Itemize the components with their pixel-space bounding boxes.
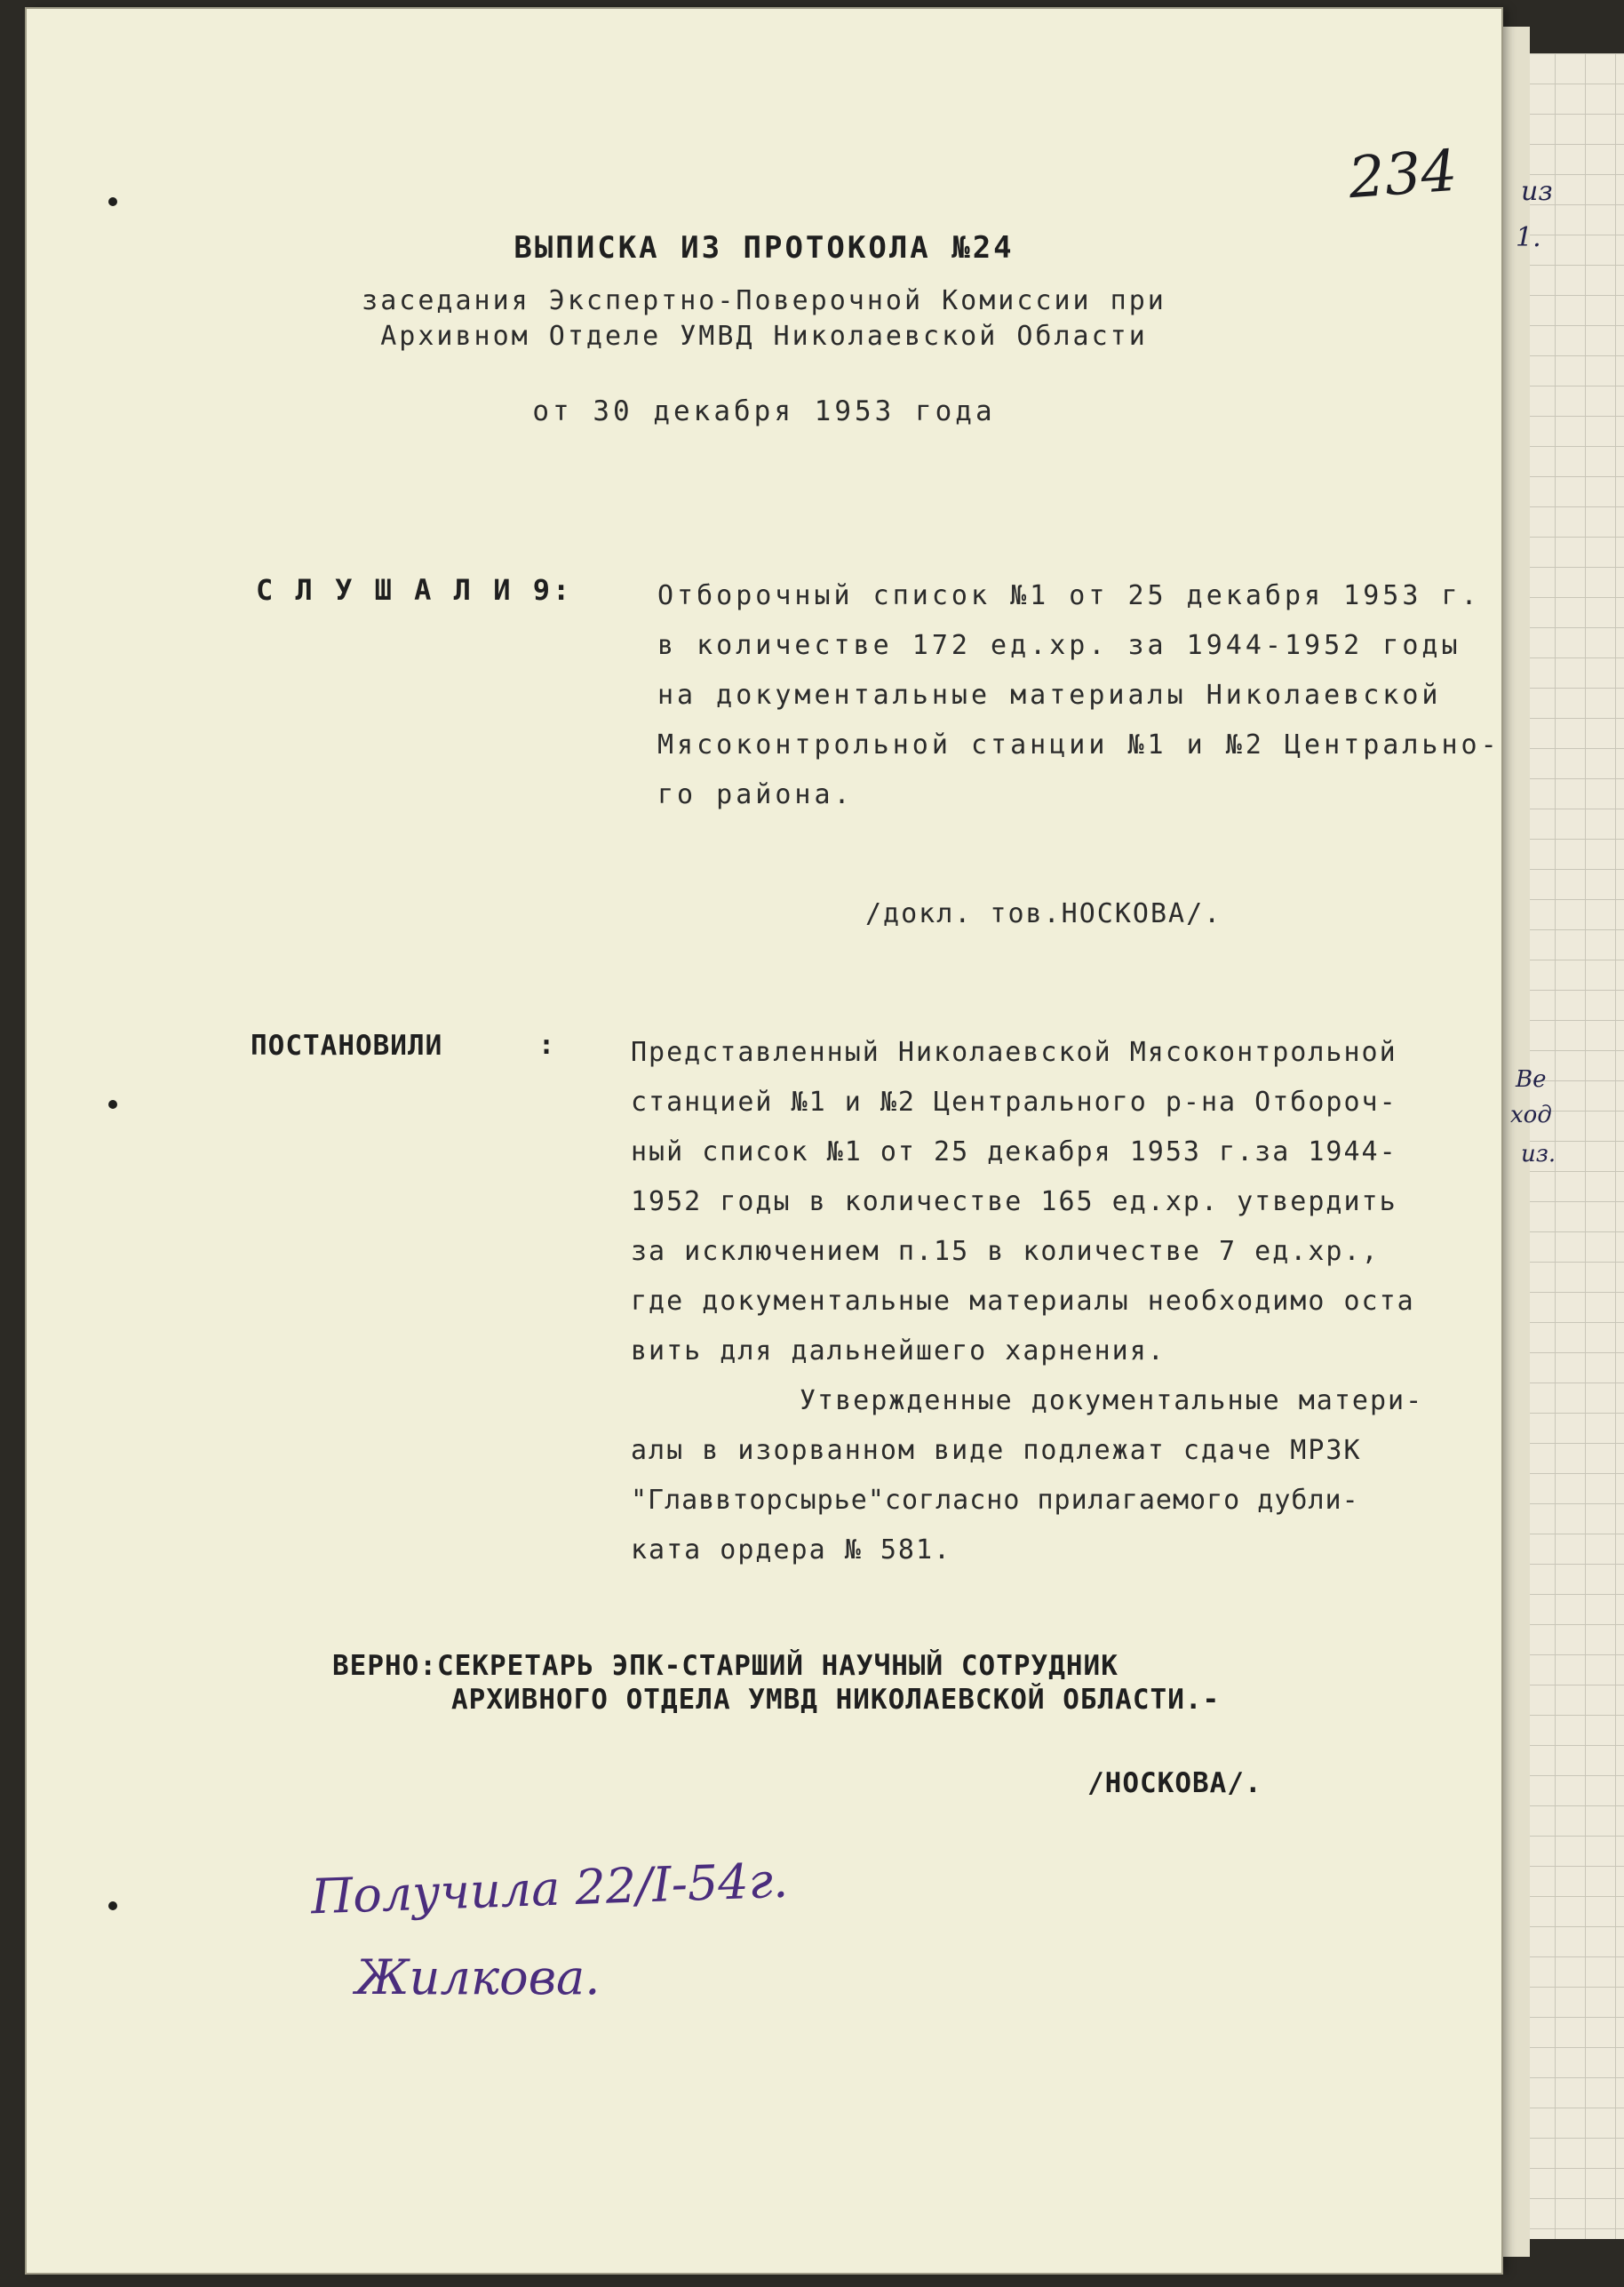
document-title: ВЫПИСКА ИЗ ПРОТОКОЛА №24 (513, 230, 1015, 266)
resolved-label: ПОСТАНОВИЛИ (251, 1030, 443, 1062)
subtitle-line: заседания Экспертно-Поверочной Комиссии при (362, 285, 1166, 316)
margin-note: из. (1521, 1141, 1556, 1167)
resolved-line: Представленный Николаевской Мясоконтрольной (631, 1037, 1397, 1068)
margin-note: 1. (1516, 222, 1541, 253)
attestation-line: ВЕРНО:СЕКРЕТАРЬ ЭПК-СТАРШИЙ НАУЧНЫЙ СОТРУДНИК (332, 1650, 1118, 1682)
heard-line: в количестве 172 ед.хр. за 1944-1952 годы (657, 630, 1461, 661)
handwritten-receipt: Получила 22/I-54г. (310, 1852, 790, 1925)
resolved-para2-line: алы в изорванном виде подлежат сдаче МРЗК (631, 1435, 1362, 1466)
resolved-colon: : (538, 1030, 559, 1061)
punch-hole (108, 197, 117, 206)
resolved-para2-line: "Главвторсырье"согласно прилагаемого дубли- (631, 1485, 1359, 1516)
punch-hole (108, 1100, 117, 1109)
resolved-line: 1952 годы в количестве 165 ед.хр. утвердить (631, 1186, 1397, 1217)
margin-note: из (1521, 176, 1553, 207)
margin-note: Ве (1516, 1066, 1547, 1093)
heard-line: го района. (657, 779, 854, 810)
document-page (27, 9, 1501, 2273)
margin-note: ход (1510, 1102, 1552, 1128)
heard-label: С Л У Ш А Л И 9: (256, 573, 573, 607)
resolved-para2-line: ката ордера № 581. (631, 1534, 952, 1566)
resolved-line: где документальные материалы необходимо оста (631, 1286, 1415, 1317)
handwritten-signature: Жилкова. (355, 1949, 601, 2005)
signature-name: /НОСКОВА/. (1087, 1767, 1262, 1799)
heard-line: Отборочный список №1 от 25 декабря 1953 г. (657, 580, 1481, 611)
resolved-line: за исключением п.15 в количестве 7 ед.хр., (631, 1236, 1380, 1267)
resolved-line: станцией №1 и №2 Центрального р-на Отбороч- (631, 1087, 1397, 1118)
heard-line: Мясоконтрольной станции №1 и №2 Центрально- (657, 729, 1501, 761)
resolved-line: ный список №1 от 25 декабря 1953 г.за 1944- (631, 1136, 1397, 1167)
punch-hole (108, 1901, 117, 1910)
resolved-para2-line: Утвержденные документальные матери- (800, 1385, 1424, 1416)
heard-line: на документальные материалы Николаевской (657, 680, 1442, 711)
protocol-date: от 30 декабря 1953 года (532, 395, 996, 427)
reporter-line: /докл. тов.НОСКОВА/. (865, 898, 1222, 929)
page-number-handwritten: 234 (1346, 138, 1460, 212)
resolved-line: вить для дальнейшего харнения. (631, 1335, 1166, 1367)
attestation-line: АРХИВНОГО ОТДЕЛА УМВД НИКОЛАЕВСКОЙ ОБЛАСТИ.- (451, 1684, 1221, 1716)
subtitle-line: Архивном Отделе УМВД Николаевской Области (380, 321, 1148, 352)
